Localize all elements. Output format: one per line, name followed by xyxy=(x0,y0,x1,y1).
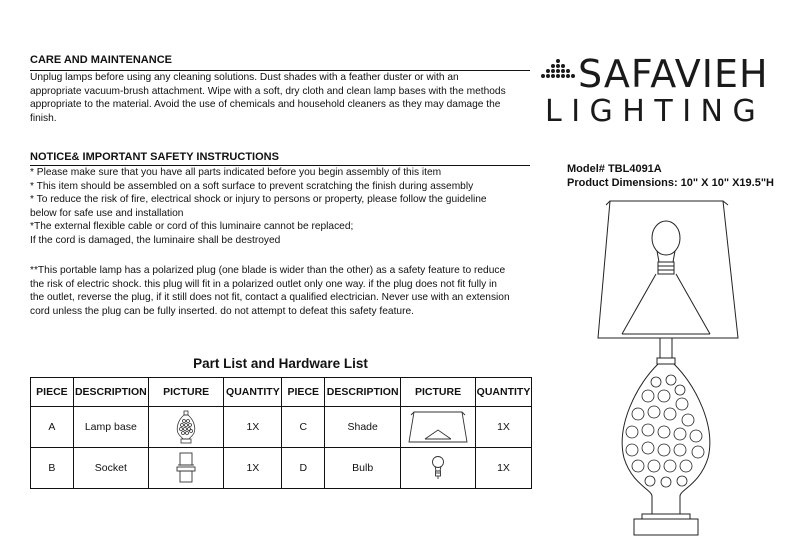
care-line: appropriate to the material. Avoid the use of chemicals and household cleaners as they may damage the xyxy=(30,99,501,111)
brand-sub: LIGHTING xyxy=(545,94,766,129)
product-dimensions: Product Dimensions: 10" X 10" X19.5"H xyxy=(567,177,774,189)
notice-title: NOTICE& IMPORTANT SAFETY INSTRUCTIONS xyxy=(30,151,279,163)
piece-cell: B xyxy=(31,448,74,489)
lamp-illustration xyxy=(596,196,746,546)
table-row xyxy=(31,448,532,489)
plug-note xyxy=(30,264,510,318)
picture-cell xyxy=(401,407,476,448)
care-text xyxy=(30,71,506,125)
notice-line: below for safe use and installation xyxy=(30,207,184,219)
brand-name: SAFAVIEH xyxy=(578,52,769,96)
quantity-cell: 1X xyxy=(224,448,282,489)
col-header: QUANTITY xyxy=(475,378,531,407)
care-title: CARE AND MAINTENANCE xyxy=(30,54,172,66)
col-header: PICTURE xyxy=(401,378,476,407)
lamp-base-icon xyxy=(175,410,197,444)
notice-line: *The external flexible cable or cord of this luminaire cannot be replaced; xyxy=(30,221,354,233)
shade-icon xyxy=(407,410,469,444)
col-header: DESCRIPTION xyxy=(73,378,148,407)
plug-line: the outlet, reverse the plug, if it still does not fit, contact a qualified electrician. Never use with an extension xyxy=(30,292,510,304)
table-row xyxy=(31,407,532,448)
care-line: Unplug lamps before using any cleaning solutions. Dust shades with a feather duster or with an xyxy=(30,72,459,83)
description-cell: Socket xyxy=(73,448,148,489)
quantity-cell: 1X xyxy=(224,407,282,448)
piece-cell: A xyxy=(31,407,74,448)
picture-cell xyxy=(148,448,224,489)
notice-line: * Please make sure that you have all parts indicated before you begin assembly of this item xyxy=(30,167,442,178)
col-header: PICTURE xyxy=(148,378,224,407)
description-cell: Bulb xyxy=(325,448,401,489)
parts-table xyxy=(30,377,532,489)
socket-icon xyxy=(174,452,198,484)
care-line: appropriate vacuum-brush attachment. Wipe with a soft, dry cloth and clean lamp bases with the methods xyxy=(30,85,506,97)
picture-cell xyxy=(401,448,476,489)
part-list-title: Part List and Hardware List xyxy=(193,356,368,371)
model-number: Model# TBL4091A xyxy=(567,163,662,175)
plug-line: cord unless the plug can be fully inserted. do not attempt to defeat this safety feature. xyxy=(30,305,414,317)
plug-line: the risk of electric shock. this plug will fit in a polarized outlet only one way. if the plug does not fit fully in xyxy=(30,278,497,290)
piece-cell: D xyxy=(282,448,325,489)
notice-line: If the cord is damaged, the luminaire shall be destroyed xyxy=(30,234,281,246)
description-cell: Shade xyxy=(325,407,401,448)
picture-cell xyxy=(148,407,224,448)
quantity-cell: 1X xyxy=(475,448,531,489)
table-header-row xyxy=(31,378,532,407)
quantity-cell: 1X xyxy=(475,407,531,448)
piece-cell: C xyxy=(282,407,325,448)
notice-line: * This item should be assembled on a soft surface to prevent scratching the finish during assembly xyxy=(30,180,474,192)
notice-text xyxy=(30,166,487,248)
bulb-icon xyxy=(431,455,445,481)
col-header: PIECE xyxy=(282,378,325,407)
col-header: PIECE xyxy=(31,378,74,407)
notice-line: * To reduce the risk of fire, electrical shock or injury to persons or property, please follow the guideline xyxy=(30,194,487,206)
description-cell: Lamp base xyxy=(73,407,148,448)
logo-diamond-icon xyxy=(540,58,576,88)
col-header: QUANTITY xyxy=(224,378,282,407)
col-header: DESCRIPTION xyxy=(325,378,401,407)
care-line: finish. xyxy=(30,112,57,124)
plug-line: **This portable lamp has a polarized plug (one blade is wider than the other) as a safety feature to reduce xyxy=(30,265,506,276)
